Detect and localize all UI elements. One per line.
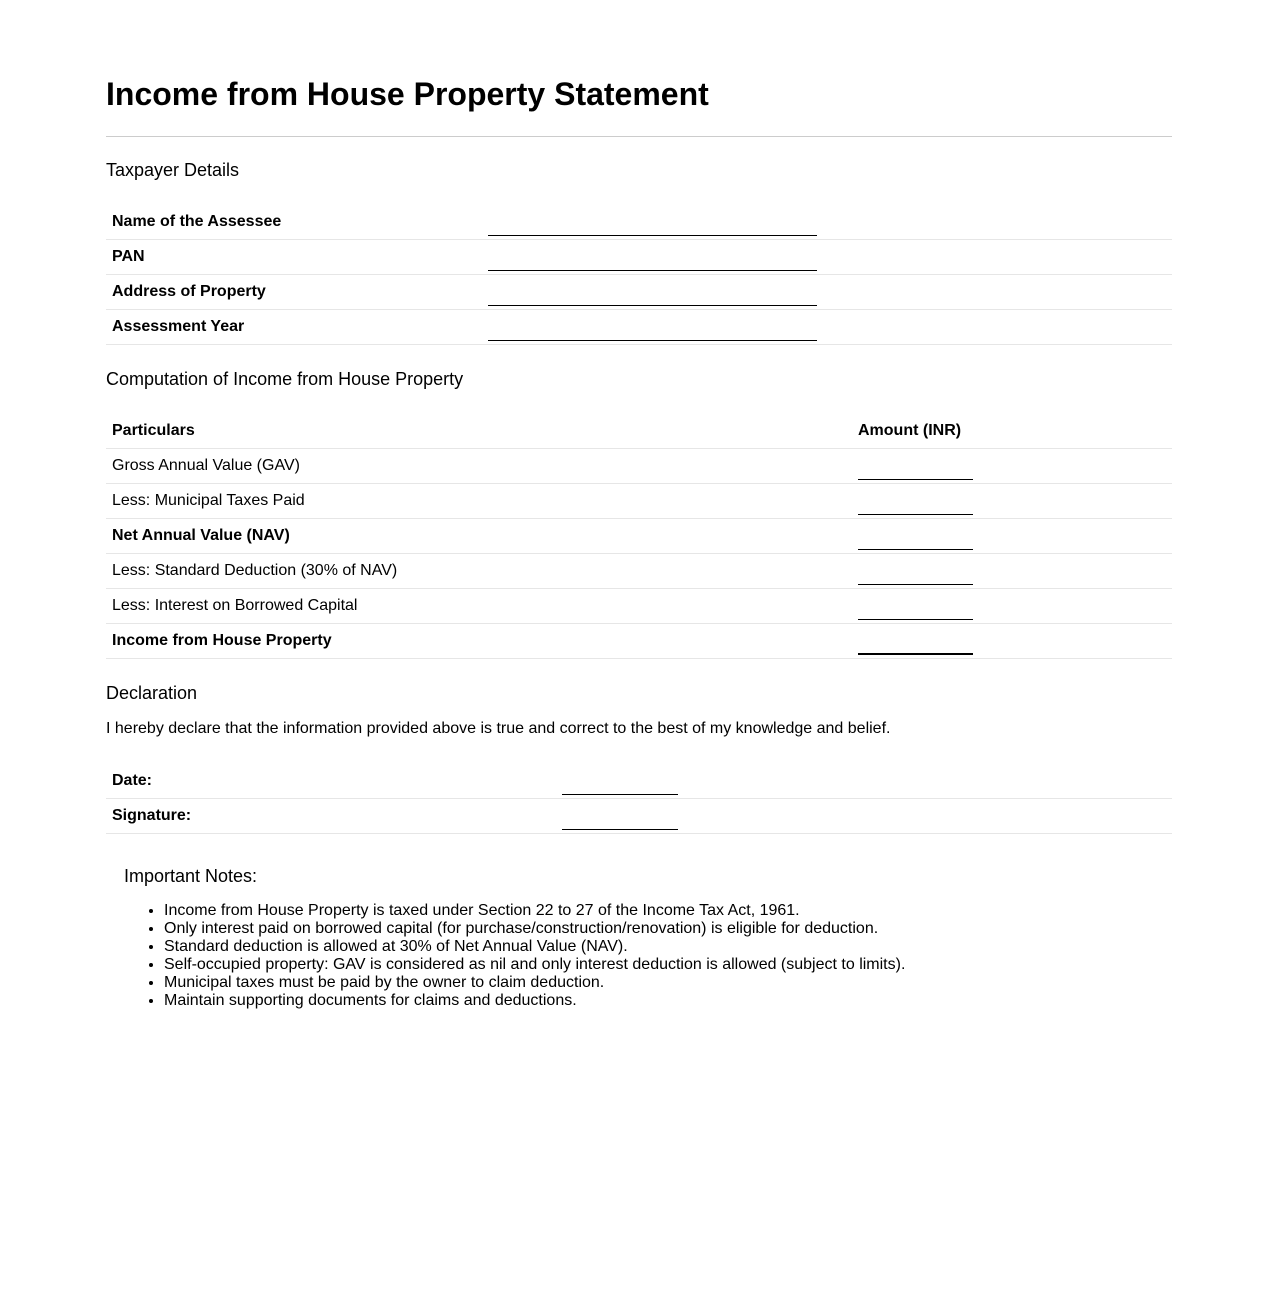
table-row: [106, 589, 1172, 624]
pan-field[interactable]: [488, 252, 817, 271]
gav-amount-field[interactable]: [858, 461, 973, 480]
computation-section-heading: Computation of Income from House Property: [106, 369, 464, 389]
table-row-total: [106, 624, 1172, 659]
list-item: • Self-occupied property: GAV is considered as nil and only interest deduction is allowed (subject to limits).: [164, 956, 1172, 974]
signature-table: [106, 764, 1172, 834]
row-label: Less: Municipal Taxes Paid: [106, 484, 852, 519]
list-item: • Income from House Property is taxed under Section 22 to 27 of the Income Tax Act, 1961.: [164, 902, 1172, 920]
signature-row: [106, 799, 1172, 834]
list-item: • Standard deduction is allowed at 30% of Net Annual Value (NAV).: [164, 938, 1172, 956]
nav-amount-field[interactable]: [858, 531, 973, 550]
declaration-text: I hereby declare that the information provided above is true and correct to the best of my knowledge and belief.: [106, 720, 891, 737]
page-title: Income from House Property Statement: [106, 76, 709, 112]
list-item: • Only interest paid on borrowed capital (for purchase/construction/renovation) is eligible for deduction.: [164, 920, 1172, 938]
table-row: [106, 554, 1172, 589]
notes-list: [124, 902, 1172, 1010]
standard-deduction-amount-field[interactable]: [858, 566, 973, 585]
row-label: Income from House Property: [106, 624, 852, 659]
particulars-column-header: Particulars: [106, 414, 852, 449]
table-header-row: [106, 414, 1172, 449]
income-total-amount-field[interactable]: [858, 635, 973, 655]
document: [106, 0, 1172, 1010]
list-item: • Maintain supporting documents for claims and deductions.: [164, 992, 1172, 1010]
field-label: Assessment Year: [106, 310, 482, 345]
computation-table: [106, 414, 1172, 659]
declaration-section-heading: Declaration: [106, 683, 198, 703]
taxpayer-section-heading: Taxpayer Details: [106, 160, 240, 180]
table-row: [106, 449, 1172, 484]
date-field[interactable]: [562, 776, 678, 795]
row-label: Less: Interest on Borrowed Capital: [106, 589, 852, 624]
amount-column-header: Amount (INR): [852, 414, 1172, 449]
date-row: [106, 764, 1172, 799]
taxpayer-row-name: [106, 205, 1172, 240]
assessment-year-field[interactable]: [488, 322, 817, 341]
taxpayer-row-address: [106, 275, 1172, 310]
interest-amount-field[interactable]: [858, 601, 973, 620]
important-notes: [106, 865, 1172, 1010]
signature-label: Signature:: [106, 799, 556, 834]
signature-field[interactable]: [562, 811, 678, 830]
row-label: Less: Standard Deduction (30% of NAV): [106, 554, 852, 589]
municipal-taxes-amount-field[interactable]: [858, 496, 973, 515]
row-label: Gross Annual Value (GAV): [106, 449, 852, 484]
taxpayer-row-pan: [106, 240, 1172, 275]
table-row: [106, 519, 1172, 554]
field-label: Address of Property: [106, 275, 482, 310]
title-divider: [106, 136, 1172, 137]
field-label: Name of the Assessee: [106, 205, 482, 240]
property-address-field[interactable]: [488, 287, 817, 306]
field-label: PAN: [106, 240, 482, 275]
taxpayer-row-assessment-year: [106, 310, 1172, 345]
table-row: [106, 484, 1172, 519]
date-label: Date:: [106, 764, 556, 799]
list-item: • Municipal taxes must be paid by the owner to claim deduction.: [164, 974, 1172, 992]
assessee-name-field[interactable]: [488, 217, 817, 236]
taxpayer-details-table: [106, 205, 1172, 345]
notes-heading: Important Notes:: [124, 866, 258, 886]
row-label: Net Annual Value (NAV): [106, 519, 852, 554]
